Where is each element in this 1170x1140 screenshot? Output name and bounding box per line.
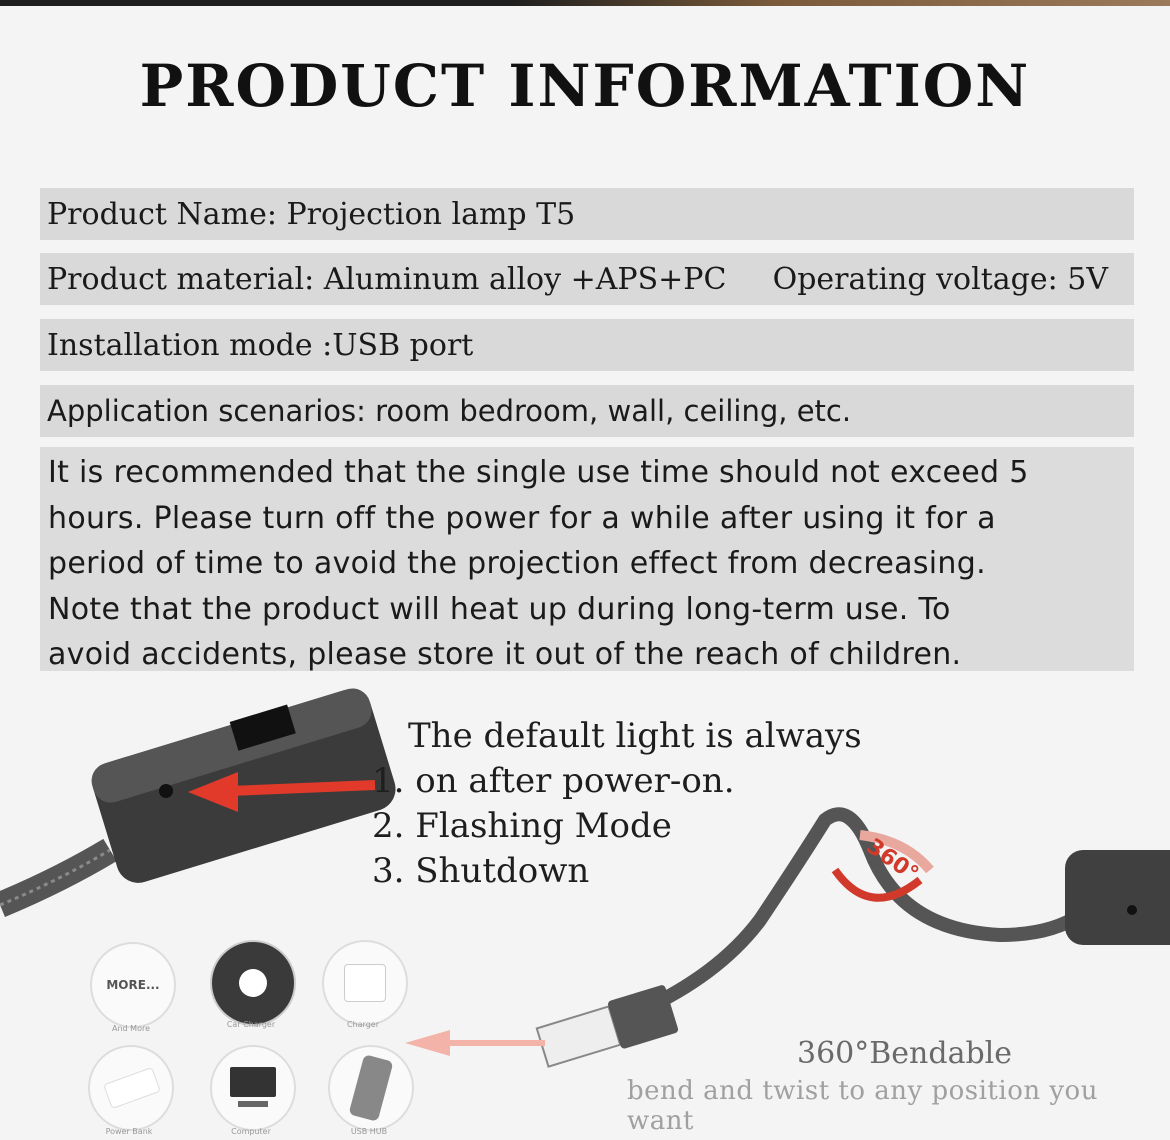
usb-hub-icon: [328, 1045, 414, 1131]
and-more-label: And More: [112, 1024, 150, 1033]
button-hole: [159, 784, 173, 798]
light-modes: [372, 714, 862, 894]
red-arrow: [230, 785, 375, 791]
more-text: MORE...: [106, 978, 160, 992]
charger-label: Charger: [347, 1020, 379, 1029]
power-bank-icon: [88, 1045, 174, 1131]
car-charger-icon: [210, 940, 296, 1026]
lamp-body-right: [1065, 850, 1170, 945]
usb-hub-label: USB HUB: [350, 1127, 388, 1136]
note-line: period of time to avoid the projection effect from decreasing.: [48, 546, 986, 581]
note-line: Note that the product will heat up during long-term use. To: [48, 591, 951, 627]
power-bank-label: Power Bank: [105, 1127, 153, 1136]
accessory-more: [90, 942, 176, 1028]
usb-plug: [535, 984, 679, 1071]
modes-heading: The default light is always: [408, 716, 862, 756]
page-title: PRODUCT INFORMATION: [139, 52, 1031, 120]
mode-item-flashing: 2. Flashing Mode: [372, 806, 672, 846]
note-line: hours. Please turn off the power for a while after using it for a: [48, 500, 996, 536]
voltage-text: Operating voltage: 5V: [772, 261, 1108, 297]
charger-icon: [322, 940, 408, 1026]
car-charger-label: Car Charger: [226, 1020, 276, 1029]
computer-label: Computer: [231, 1127, 271, 1136]
mode-item-shutdown: 3. Shutdown: [372, 851, 590, 891]
application-text: Application scenarios: room bedroom, wall, ceiling, etc.: [47, 394, 852, 428]
installation-text: Installation mode :USB port: [47, 327, 474, 363]
bendable-title: 360°Bendable: [797, 1036, 1013, 1071]
mode-item-on: 1. on after power-on.: [372, 761, 735, 801]
material-text: Product material: Aluminum alloy +APS+PC: [47, 261, 727, 297]
note-line: avoid accidents, please store it out of the reach of children.: [48, 637, 962, 672]
product-name-text: Product Name: Projection lamp T5: [47, 196, 576, 232]
computer-icon: [210, 1045, 296, 1131]
bendable-subtitle: bend and twist to any position you want: [627, 1076, 1098, 1136]
rotation-badge: 360°: [861, 834, 923, 888]
note-line: It is recommended that the single use time should not exceed 5: [48, 455, 1029, 490]
